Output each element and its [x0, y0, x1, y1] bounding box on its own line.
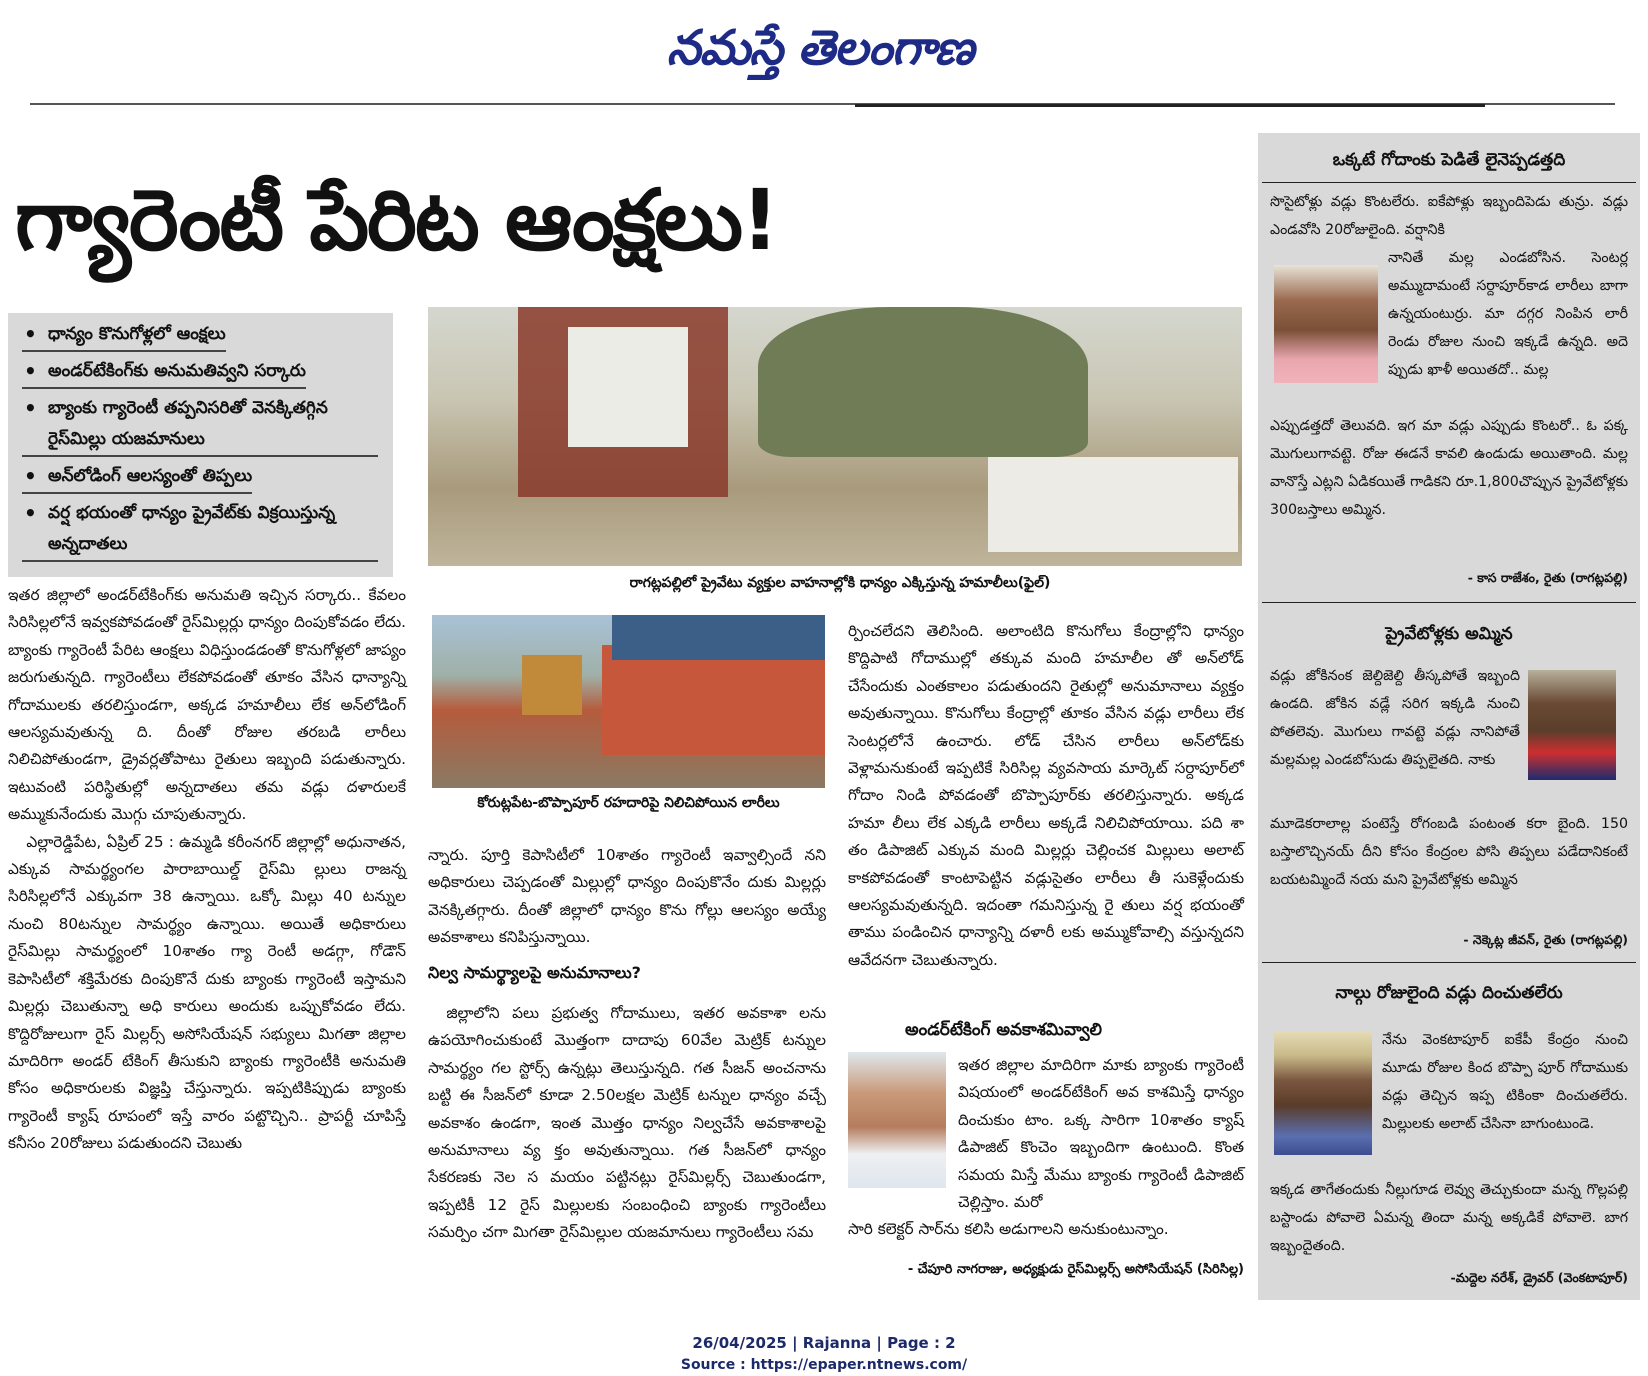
grain-bags-row — [988, 457, 1238, 552]
article-column-2-top — [428, 842, 826, 950]
sidebar-box1-signature: - కాస రాజేశం, రైతు (రాగట్లపల్లి) — [1467, 570, 1628, 585]
sidebar-box3-signature: -మద్దెల నరేశ్, డ్రైవర్ (వెంకటాపూర్) — [1450, 1270, 1628, 1285]
sidebar-box2-tail — [1270, 810, 1628, 922]
newspaper-logo: నమస్తే తెలంగాణ — [666, 20, 974, 76]
photo-loading-grain — [428, 307, 1242, 566]
sidebar-divider — [1262, 962, 1636, 963]
sidebar-paragraph: సొసైటోళ్లు వడ్లు కొంటలేరు. ఐకేపోళ్లు ఇబ్బందిపెడు తున్రు. వడ్లు ఎండవోసి 20రోజులైంది. వర్షానికి — [1270, 194, 1628, 238]
quote-paragraph: సారి కలెక్టర్ సార్‌ను కలిసి అడుగాలని అనుకుంటున్నాం. — [848, 1220, 1169, 1238]
photo-naresh — [1274, 1031, 1372, 1155]
sidebar-box2-signature: - నెక్కెట్ల జీవన్, రైతు (రాగట్లపల్లి) — [1463, 932, 1628, 947]
article-column-1 — [8, 582, 406, 1280]
subheading-storage: నిల్వ సామర్థ్యాలపై అనుమానాలు? — [428, 963, 641, 982]
highlight-item: • బ్యాంకు గ్యారెంటీ తప్పనిసరితో వెనక్కితగ్గిన రైస్‌మిల్లు యజమానులు — [22, 393, 378, 457]
sidebar-divider — [1262, 602, 1636, 603]
photo-parked-lorries — [432, 615, 825, 788]
masthead-divider-bold — [855, 104, 1485, 107]
highlight-item: • వర్ష భయంతో ధాన్యం ప్రైవేట్‌కు విక్రయిస్తున్న అన్నదాతలు — [22, 498, 378, 562]
highlight-item: • అండర్‌టేకింగ్‌కు అనుమతివ్వని సర్కారు — [22, 356, 306, 389]
sidebar-divider — [1262, 182, 1636, 183]
quote-nagaraju-tail — [848, 1216, 1244, 1246]
photo-jeevan — [1528, 670, 1616, 780]
main-headline: గ్యారెంటీ పేరిట ఆంక్షలు! — [15, 171, 778, 269]
subheading-undertaking: అండర్‌టేకింగ్ అవకాశమివ్వాలి — [905, 1020, 1102, 1040]
article-paragraph: ఇతర జిల్లాలో అండర్‌టేకింగ్‌కు అనుమతి ఇచ్చిన సర్కారు.. కేవలం సిరిసిల్లలోనే ఇవ్వకపోవడంతో రైస్‌మిల్లర్లు ధాన్యం దింపుకోవడం లేదు. బ్యాంకు గ్యారెంటీ పేరిట ఆంక్షలు విధిస్తుండడంతో కొనుగోళ్లలో జాప్యం జరుగుతున్నది. గ్యారెంటీలు లేకపోవడంతో తూకం వేసిన ధాన్యాన్ని గోదాములకు తరలిస్తుండగా, అక్కడ హమాలీలు లేక అన్‌లోడింగ్ ఆలస్యమవుతున్న ది. దీంతో రోజుల తరబడి లారీలు నిలిచిపోతుండగా, డ్రైవర్లతోపాటు రైతులు ఇబ్బంది పడుతున్నారు. ఇటువంటి పరిస్థితుల్లో అన్నదాతలు తమ వడ్లు దళారులకే అమ్ముకునేందుకు మొగ్గు చూపుతున్నారు. — [8, 586, 406, 824]
sidebar-box1-tail — [1270, 412, 1628, 557]
sidebar-box1-lead — [1270, 188, 1628, 244]
sidebar-box2-title: ప్రైవేటోళ్లకు అమ్మిన — [1385, 624, 1513, 644]
article-paragraph: జిల్లాలోని పలు ప్రభుత్వ గోదాములు, ఇతర అవకాశా లను ఉపయోగించుకుంటే మొత్తంగా దాదాపు 60వేల మెట్రిక్ టన్నుల సామర్థ్యం గల స్టోర్స్ ఉన్నట్లు తెలుస్తున్నది. గత సీజన్ అంచనాను బట్టి ఈ సీజన్‌లో కూడా 2.50లక్షల మెట్రిక్ టన్నుల ధాన్యం వచ్చే అవకాశం ఉండగా, ఇంత మొత్తం ధాన్యం నిల్వచేసే అవకాశాలపై అనుమానాలు వ్య క్తం అవుతున్నాయి. గత సీజన్‌లో ధాన్యం సేకరణకు నెల స మయం పట్టినట్లు రైస్‌మిల్లర్స్ చెబుతుండగా, ఇప్పటికీ 12 రైస్ మిల్లులకు సంబంధించి బ్యాంకు గ్యారెంటీలు సమర్పిం చగా మిగతా రైస్‌మిల్లుల యజమానులు గ్యారెంటీలు సమ — [428, 1004, 826, 1242]
article-paragraph: ఎల్లారెడ్డిపేట, ఏప్రిల్ 25 : ఉమ్మడి కరీంనగర్ జిల్లాల్లో అధునాతన, ఎక్కువ సామర్థ్యంగల పారాబాయిల్డ్ రైస్‌మి ల్లులు రాజన్న సిరిసిల్లలోనే ఎక్కువగా 38 ఉన్నాయి. ఒక్కో మిల్లు 40 టన్నుల నుంచి 80టన్నుల సామర్థ్యం ఉన్నాయి. అయితే అధికారులు రైస్‌మిల్లు సామర్థ్యంలో 10శాతం గ్యా రెంటీ అడగ్గా, గోడౌన్ కెపాసిటీలో శక్తిమేరకు దింపుకొనే దుకు బ్యాంకు గ్యారెంటీ ఇస్తామని మిల్లర్లు చెబుతున్నా అధి కారులు అందుకు ఒప్పుకోవడం లేదు. కొద్దిరోజులుగా రైస్ మిల్లర్స్ అసోసియేషన్ సభ్యులు మిగతా జిల్లాల మాదిరిగా అండర్ టేకింగ్ తీసుకుని బ్యాంకు గ్యారెంటీకి అనుమతి కోసం అధికారులకు విజ్ఞప్తి చేస్తున్నారు. ఇప్పటికిప్పుడు బ్యాంకు గ్యారెంటీ క్యాష్ రూపంలో ఇస్తే వారం పట్టొచ్చిని.. ప్రాపర్టీ చూపిస్తే కనీసం 20రోజులు పడుతుందని చెబుతు — [8, 832, 406, 1153]
sidebar-box3-tail — [1270, 1176, 1628, 1262]
quote-paragraph: ఇతర జిల్లాల మాదిరిగా మాకు బ్యాంకు గ్యారెంటీ విషయంలో అండర్‌టేకింగ్ అవ కాశమిస్తే ధాన్యం దించుకుం టాం. ఒక్క సారిగా 10శాతం క్యాష్ డిపాజిట్ కొంచెం ఇబ్బందిగా ఉంటుంది. కొంత సమయ మిస్తే మేము బ్యాంకు గ్యారెంటీ డిపాజిట్ చెల్లిస్తాం. మరో — [958, 1056, 1244, 1212]
sidebar-paragraph: వడ్లు జోకినంక జెల్దిజెల్ది తీస్కపోతే ఇబ్బంది ఉండది. జోకిన వడ్లే సరిగ ఇక్కడి నుంచి పోతలెవు. మొగులు గావట్టె వడ్లు నానిపోతే మల్లమల్ల ఎండబోసుడు తిప్పలైతది. నాకు — [1270, 668, 1520, 768]
quote-signature: - చేపూరి నాగరాజు, అధ్యక్షుడు రైస్‌మిల్లర్స్ అసోసియేషన్ (సిరిసిల్ల) — [907, 1262, 1244, 1277]
article-column-3 — [848, 618, 1244, 1004]
tarp-shape — [612, 615, 825, 660]
photo2-caption: కోరుట్లపేట-బొప్పాపూర్ రహదారిపై నిలిచిపోయిన లారీలు — [477, 795, 780, 811]
photo1-caption: రాగట్లపల్లిలో ప్రైవేటు వ్యక్తుల వాహనాల్లోకి ధాన్యం ఎక్కిస్తున్న హమాలీలు(ఫైల్) — [629, 575, 1051, 591]
lorry-shape — [602, 645, 825, 755]
photo-nagaraju — [848, 1052, 946, 1188]
highlights-list — [8, 313, 393, 562]
article-column-2-bottom — [428, 1000, 826, 1275]
sidebar-paragraph: ఇక్కడ తాగేతందుకు నీల్లుగూడ లెవ్వు తెచ్చుకుందా మన్న గొల్లపల్లి బస్టాండు పోవాలె ఏమన్న తిందా మన్న అక్కడికే పోవాలె. బాగ ఇబ్బందైతంది. — [1270, 1182, 1628, 1254]
sidebar-paragraph: ఎప్పుడత్తదో తెలువది. ఇగ మా వడ్లు ఎప్పుడు కొంటరో.. ఓ పక్క మొగులుగావట్టె. రోజు ఈడనే కావలి ఉండుడు అయితాంది. మల్ల వానొస్తే ఎట్లని ఏడికయితే గాడికని రూ.1,800చొప్పున ప్రైవేటోళ్లకు 300బస్తాలు అమ్మిన. — [1270, 418, 1628, 518]
sidebar-paragraph: నానితే మల్ల ఎండబోసిన. సెంటర్ల అమ్ముదామంటే సర్దాపూర్‌కాడ లారీలు బాగా ఉన్నయంటుర్రు. మా దగ్గర నింపిన లారీ రెండు రోజుల నుంచి ఇక్కడే ఉన్నది. అదె ప్పుడు ఖాళీ అయితదో.. మల్ల — [1388, 250, 1628, 378]
sidebar-paragraph: నేను వెంకటాపూర్ ఐకేపీ కేంద్రం నుంచి మూడు రోజుల కింద బొప్పా పూర్ గోదాముకు వడ్లు తెచ్చిన ఇప్ప టికింకా దించుతలేరు. మిల్లులకు అలాట్ చేసినా బాగుంటుండె. — [1382, 1032, 1628, 1132]
sidebar-paragraph: మూడెకరాలాల్ల పంటెస్తే రోగంబడి పంటంత కరా బైంది. 150 బస్తాలొచ్చినయ్ దీని కోసం కేంద్రంల పోసి తిప్పలు పడేదానికంటే బయటమ్మిందే నయ మని ప్రైవేటోళ్లకు అమ్మిన — [1270, 816, 1628, 888]
sidebar-box3-title: నాల్గు రోజులైంది వడ్లు దించుతలేరు — [1335, 983, 1563, 1003]
distant-lorry-shape — [522, 655, 582, 715]
footer-date-page: 26/04/2025 | Rajanna | Page : 2 — [692, 1334, 956, 1352]
sidebar-box2-text — [1270, 662, 1520, 812]
article-paragraph: న్నారు. పూర్తి కెపాసిటీలో 10శాతం గ్యారెంటీ ఇవ్వాల్సిందే నని అధికారులు చెప్పడంతో మిల్లుల్లో ధాన్యం దింపుకొనేం దుకు మిల్లర్లు వెనక్కితగ్గారు. దీంతో జిల్లాలో ధాన్యం కొను గోల్లు ఆలస్యం అయ్యే అవకాశాలు కనిపిస్తున్నాయి. — [428, 846, 826, 947]
article-paragraph: ర్పించలేదని తెలిసింది. అలాంటిది కొనుగోలు కేంద్రాల్లోని ధాన్యం కొద్దిపాటి గోదాముల్లో తక్కువ మంది హమాలీల తో అన్‌లోడ్ చేసేందుకు ఎంతకాలం పడుతుందని రైతుల్లో అనుమానాలు వ్యక్తం అవుతున్నాయి. కొనుగోలు కేంద్రాల్లో తూకం వేసిన వడ్లు లారీలు లేక సెంటర్లలోనే ఉంచారు. లోడ్ చేసిన లారీలు అన్‌లోడ్‌కు వెళ్లామనుకుంటే ఇప్పటికే సిరిసిల్ల వ్యవసాయ మార్కెట్ సర్దాపూర్‌లో గోదాం నిండి పోవడంతో బొప్పాపూర్‌కు తరలిస్తున్నారు. అక్కడ హమా లీలు లేక ఎక్కడి లారీలు అక్కడే నిలిచిపోయాయి. పది శా తం డిపాజిట్ ఎక్కువ మంది మిల్లర్లు చెల్లించక మిల్లులు అలాట్ కాకపోవడంతో కాంటాపెట్టిన వడ్లుసైతం లారీలు తీ సుకెళ్లేందుకు ఆలస్యమవుతున్నది. ఇదంతా గమనిస్తున్న రై తులు వర్ష భయంతో తాము పండించిన ధాన్యాన్ని దళారీ లకు అమ్ముకోవాల్సి వస్తున్నదని ఆవేదనగా చెబుతున్నారు. — [848, 622, 1245, 969]
tree-shape — [758, 307, 1088, 457]
sidebar-box1-title: ఒక్కటే గోదాంకు పెడితే లైనెప్పడత్తది — [1332, 150, 1566, 170]
sidebar-box3-text — [1382, 1026, 1628, 1166]
footer-source: Source : https://epaper.ntnews.com/ — [680, 1357, 968, 1373]
masthead — [0, 0, 1648, 100]
highlights-box — [8, 313, 393, 577]
highlight-item: • ధాన్యం కొనుగోళ్లలో ఆంక్షలు — [22, 319, 226, 352]
grain-bags-shape — [568, 327, 688, 447]
sidebar-box1-text — [1388, 244, 1628, 412]
photo-rajesham — [1274, 265, 1378, 383]
highlight-item: • అన్‌లోడింగ్ ఆలస్యంతో తిప్పలు — [22, 461, 252, 494]
